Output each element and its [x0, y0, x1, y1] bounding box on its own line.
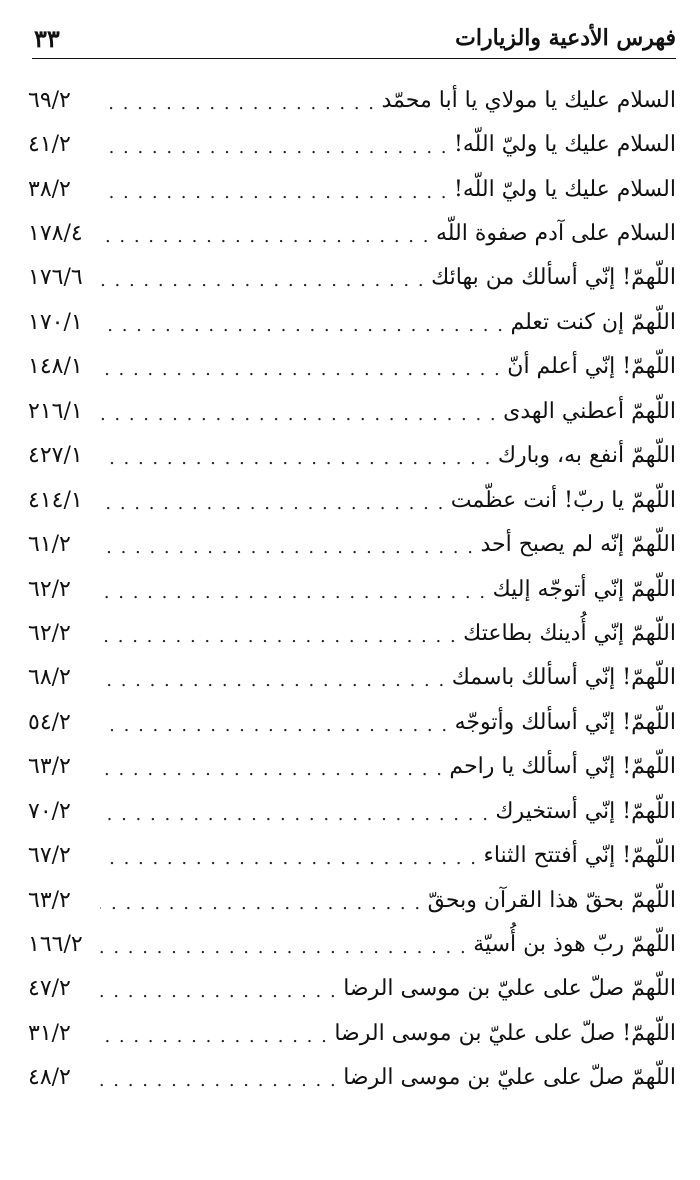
- header-title: فهرس الأدعية والزيارات: [455, 25, 676, 51]
- dot-leader: [100, 448, 492, 469]
- index-entry: [28, 967, 676, 1011]
- entry-reference: ٦١/٢: [28, 532, 71, 558]
- entry-title: اللّهمّ! إنّي أفتتح الثناء: [483, 843, 676, 869]
- entry-title: اللّهمّ أنفع به، وبارك: [497, 443, 676, 469]
- entry-reference: ٦٨/٢: [28, 665, 71, 691]
- index-entry: [28, 1056, 676, 1100]
- dot-leader: [100, 93, 376, 114]
- entry-reference: ١٤٨/١: [28, 354, 83, 380]
- entry-reference: ٦٩/٢: [28, 87, 71, 113]
- index-entry: [28, 656, 676, 700]
- entry-title: اللّهمّ أعطني الهدى: [503, 398, 676, 424]
- index-entry: [28, 122, 676, 166]
- dot-leader: [100, 626, 457, 647]
- entry-reference: ٦٧/٢: [28, 843, 71, 869]
- dot-leader: [100, 137, 448, 158]
- dot-leader: [100, 315, 504, 336]
- dot-leader: [100, 848, 477, 869]
- index-entry: [28, 700, 676, 744]
- entry-title: اللّهمّ! إنّي أسألك يا راحم: [449, 754, 676, 780]
- index-entry: [28, 345, 676, 389]
- entry-reference: ١٧٦/٦: [28, 265, 83, 291]
- entry-title: اللّهمّ إنّه لم يصبح أحد: [480, 532, 676, 558]
- dot-leader: [100, 804, 489, 825]
- dot-leader: [100, 981, 337, 1002]
- index-entry: [28, 878, 676, 922]
- dot-leader: [100, 270, 425, 291]
- index-entry: [28, 167, 676, 211]
- index-entry: [28, 922, 676, 966]
- entry-title: السلام على آدم صفوة اللّه: [435, 221, 676, 247]
- dot-leader: [100, 404, 497, 425]
- index-entry: [28, 567, 676, 611]
- entry-reference: ٢١٦/١: [28, 398, 83, 424]
- entry-reference: ٤٢٧/١: [28, 443, 83, 469]
- entry-title: اللّهمّ إنّي أُدينك بطاعتك: [463, 620, 676, 646]
- index-entry: [28, 256, 676, 300]
- entry-reference: ١٧٠/١: [28, 309, 83, 335]
- index-entry: [28, 211, 676, 255]
- dot-leader: [100, 715, 449, 736]
- dot-leader: [100, 759, 443, 780]
- index-entry: [28, 78, 676, 122]
- index-entry: [28, 1011, 676, 1055]
- entry-title: اللّهمّ صلّ على عليّ بن موسى الرضا: [343, 1065, 676, 1091]
- entry-title: السلام عليك يا مولاي يا أبا محمّد: [381, 87, 676, 113]
- dot-leader: [100, 226, 430, 247]
- dot-leader: [100, 537, 474, 558]
- entry-title: اللّهمّ إنّي أتوجّه إليك: [492, 576, 676, 602]
- entry-reference: ٣١/٢: [28, 1020, 71, 1046]
- index-entry: [28, 833, 676, 877]
- entry-reference: ٤٨/٢: [28, 1065, 71, 1091]
- entry-reference: ٣٨/٢: [28, 176, 71, 202]
- dot-leader: [100, 670, 446, 691]
- index-entry: [28, 478, 676, 522]
- entry-title: اللّهمّ يا ربّ! أنت عظّمت: [450, 487, 676, 513]
- entry-title: السلام عليك يا وليّ اللّه!: [454, 132, 676, 158]
- entry-title: اللّهمّ! إنّي أسألك من بهائك: [431, 265, 676, 291]
- entry-title: اللّهمّ! إنّي أستخيرك: [495, 798, 676, 824]
- entry-reference: ٦٣/٢: [28, 887, 71, 913]
- entry-title: اللّهمّ! إنّي أسألك وأتوجّه: [454, 709, 676, 735]
- index-entry: [28, 789, 676, 833]
- entry-reference: ٥٤/٢: [28, 709, 71, 735]
- dot-leader: [100, 1026, 328, 1047]
- entry-reference: ٧٠/٢: [28, 798, 71, 824]
- entry-title: اللّهمّ! إنّي أسألك باسمك: [451, 665, 676, 691]
- dot-leader: [100, 359, 501, 380]
- dot-leader: [100, 1070, 337, 1091]
- entry-title: اللّهمّ بحقّ هذا القرآن وبحقّ: [427, 887, 676, 913]
- index-entry-list: [28, 78, 676, 1100]
- entry-reference: ١٦٦/٢: [28, 932, 83, 958]
- running-header: [32, 18, 676, 59]
- entry-title: اللّهمّ ربّ هوذ بن أُسيّة: [473, 932, 676, 958]
- entry-reference: ١٧٨/٤: [28, 221, 83, 247]
- entry-title: اللّهمّ صلّ على عليّ بن موسى الرضا: [343, 976, 676, 1002]
- entry-title: اللّهمّ! صلّ على عليّ بن موسى الرضا: [334, 1020, 676, 1046]
- index-entry: [28, 745, 676, 789]
- entry-reference: ٦٣/٢: [28, 754, 71, 780]
- entry-reference: ٤١/٢: [28, 132, 71, 158]
- entry-reference: ٦٢/٢: [28, 576, 71, 602]
- dot-leader: [100, 582, 487, 603]
- dot-leader: [100, 182, 448, 203]
- index-entry: [28, 300, 676, 344]
- page-number: ٣٣: [34, 23, 60, 53]
- dot-leader: [100, 893, 422, 914]
- dot-leader: [100, 493, 445, 514]
- entry-title: اللّهمّ إن كنت تعلم: [510, 309, 676, 335]
- index-entry: [28, 611, 676, 655]
- index-entry: [28, 522, 676, 566]
- entry-reference: ٤١٤/١: [28, 487, 83, 513]
- entry-title: السلام عليك يا وليّ اللّه!: [454, 176, 676, 202]
- index-entry: [28, 389, 676, 433]
- entry-title: اللّهمّ! إنّي أعلم أنّ: [507, 354, 676, 380]
- entry-reference: ٦٢/٢: [28, 620, 71, 646]
- entry-reference: ٤٧/٢: [28, 976, 71, 1002]
- dot-leader: [100, 937, 467, 958]
- index-entry: [28, 434, 676, 478]
